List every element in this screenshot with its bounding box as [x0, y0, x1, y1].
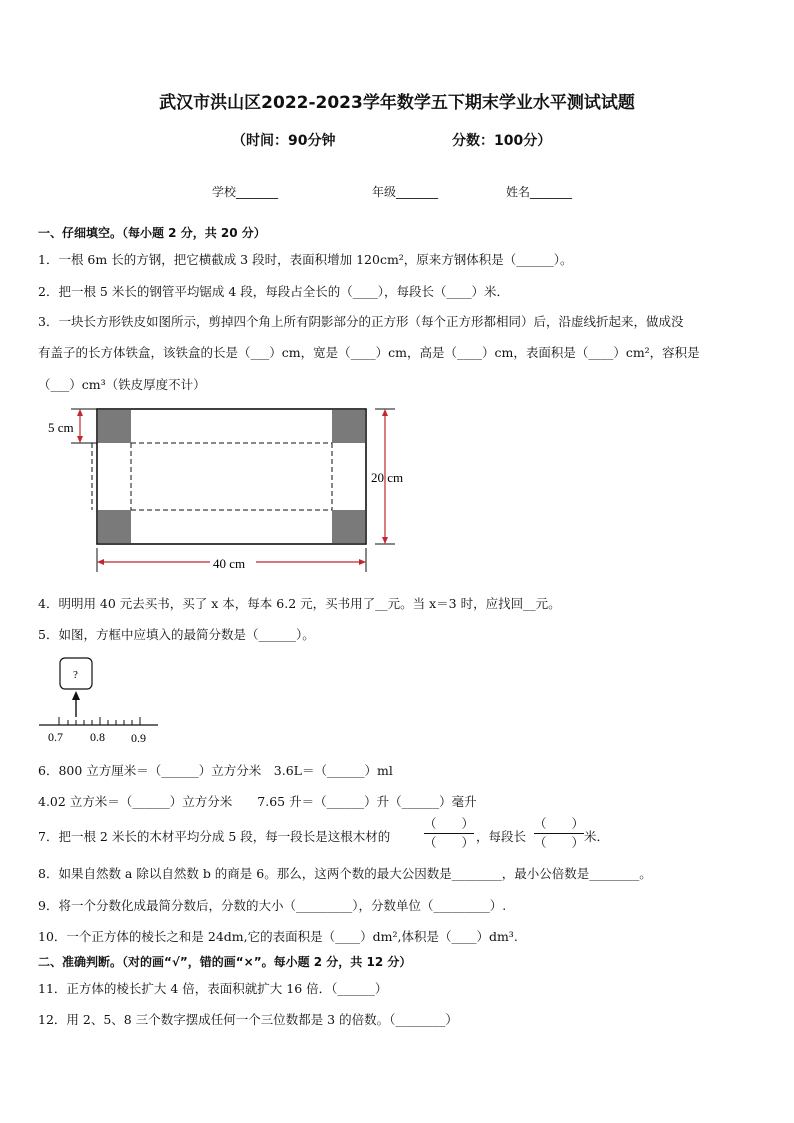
- time-label: （时间：90分钟: [232, 133, 336, 149]
- corner-square-top-right: [332, 410, 365, 443]
- fraction-blank-2: （ ） （ ）: [534, 816, 585, 850]
- question-7-part1: 7．把一根 2 米长的木材平均分成 5 段，每一段长是这根木材的: [38, 829, 391, 844]
- sheet-outline: [97, 409, 366, 544]
- question-7-part2: ，每段长: [476, 829, 527, 844]
- label-20cm: 20 cm: [371, 470, 404, 485]
- corner-square-bottom-right: [332, 510, 365, 543]
- question-4: 4．明明用 40 元去买书，买了 x 本，每本 6.2 元，买书用了__元。当 x＝3 时，应找回__元。: [38, 596, 561, 611]
- question-3-line2: 有盖子的长方体铁盒，该铁盒的长是（___）cm，宽是（____）cm，高是（____）cm，表面积是（____）cm²，容积是: [38, 345, 700, 360]
- section1-heading: 一、仔细填空。（每小题 2 分，共 20 分）: [38, 226, 266, 240]
- question-11: 11．正方体的棱长扩大 4 倍，表面积就扩大 16 倍．（______）: [38, 981, 388, 996]
- name-field: 姓名_______: [506, 185, 573, 199]
- tick-label-0.9: 0.9: [131, 731, 146, 745]
- question-7-part3: 米．: [584, 829, 610, 844]
- question-8: 8．如果自然数 a 除以自然数 b 的商是 6。那么，这两个数的最大公因数是________，最小公倍数是________。: [38, 866, 652, 881]
- question-3-line1: 3．一块长方形铁皮如图所示，剪掉四个角上所有阴影部分的正方形（每个正方形都相同）后，沿虚线折起来，做成没: [38, 314, 684, 329]
- question-9: 9．将一个分数化成最简分数后，分数的大小（_________），分数单位（_________）.: [38, 898, 507, 913]
- sheet-figure: [40, 400, 420, 580]
- tick-label-0.7: 0.7: [48, 730, 63, 744]
- corner-square-bottom-left: [98, 510, 131, 543]
- school-field: 学校_______: [212, 185, 279, 199]
- fraction-blank-1: （ ） （ ）: [424, 816, 475, 850]
- question-2: 2．把一根 5 米长的钢管平均锯成 4 段，每段占全长的（____），每段长（____）米．: [38, 284, 510, 299]
- answer-box-mark: ?: [73, 669, 78, 681]
- question-12: 12．用 2、5、8 三个数字摆成任何一个三位数都是 3 的倍数。（________）: [38, 1012, 458, 1027]
- tick-label-0.8: 0.8: [90, 730, 105, 744]
- question-6b: 4.02 立方米＝（______）立方分米 7.65 升＝（______）升（______）毫升: [38, 794, 477, 809]
- question-5: 5．如图，方框中应填入的最简分数是（______）。: [38, 627, 315, 642]
- corner-square-top-left: [98, 410, 131, 443]
- number-line-figure: [36, 655, 166, 747]
- section2-heading: 二、准确判断。（对的画“√”，错的画“×”。每小题 2 分，共 12 分）: [38, 955, 412, 969]
- question-10: 10．一个正方体的棱长之和是 24dm,它的表面积是（____）dm²,体积是（____）dm³.: [38, 929, 518, 944]
- grade-field: 年级_______: [372, 185, 439, 199]
- score-label: 分数：100分）: [452, 133, 552, 149]
- page-title: 武汉市洪山区2022-2023学年数学五下期末学业水平测试试题: [159, 93, 635, 113]
- label-40cm: 40 cm: [213, 556, 246, 571]
- question-3-line3: （___）cm³（铁皮厚度不计）: [38, 377, 206, 392]
- question-1: 1．一根 6m 长的方钢，把它横截成 3 段时，表面积增加 120cm²，原来方钢体积是（______）。: [38, 252, 573, 267]
- question-6a: 6．800 立方厘米＝（______）立方分米 3.6L＝（______）ml: [38, 763, 393, 778]
- label-5cm: 5 cm: [48, 420, 74, 435]
